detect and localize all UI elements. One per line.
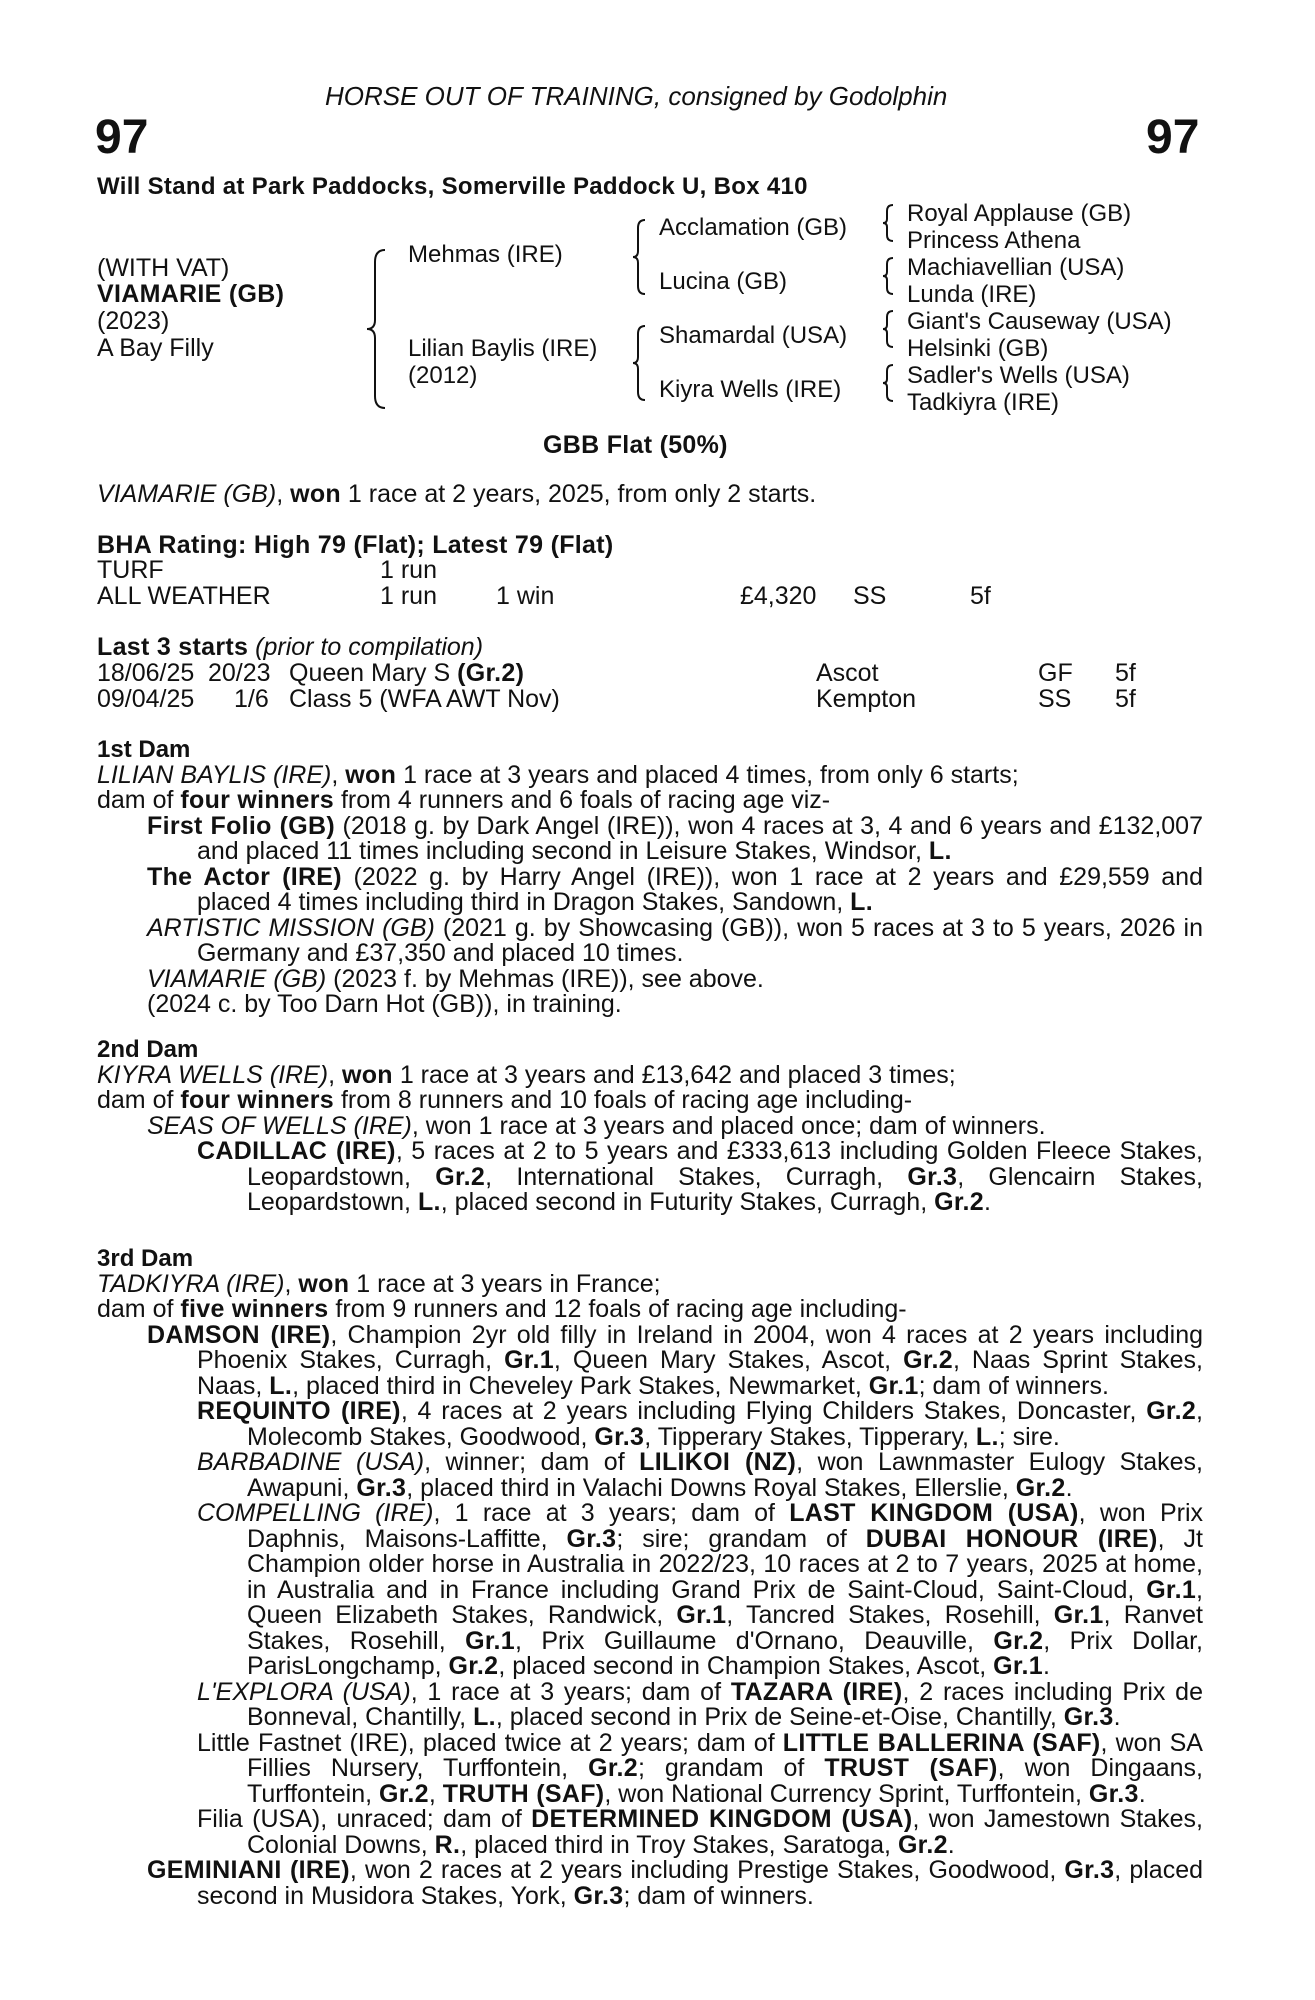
- start-distance: 5f: [1115, 685, 1136, 713]
- produce-entry: [97, 1501, 1203, 1680]
- produce-name: DETERMINED KINGDOM (USA): [531, 1805, 913, 1833]
- race-grade: Gr.2: [448, 1652, 499, 1680]
- race-grade: Gr.1: [504, 1346, 554, 1374]
- produce-entry: [97, 1450, 1203, 1501]
- produce-name: COMPELLING (IRE): [197, 1499, 434, 1527]
- start-date: 18/06/25: [97, 659, 195, 687]
- produce-entry: (2024 c. by Too Darn Hot (GB)), in training.: [147, 990, 622, 1018]
- produce-name: DAMSON (IRE): [147, 1320, 331, 1349]
- produce-record: , placed third in Troy Stakes, Saratoga,: [460, 1830, 898, 1859]
- produce-entry: [97, 1677, 1203, 1731]
- rating-prize-aw: £4,320: [740, 582, 817, 610]
- produce-record: ; grandam of: [637, 1754, 825, 1782]
- produce-record: , 5 races at 2 to 5 years and £333,613 including Golden Fleece Stakes, Leopardstown,: [247, 1137, 1203, 1191]
- summary-text: 1 race at 2 years, 2025, from only 2 starts.: [340, 480, 817, 508]
- race-grade: Gr.2: [993, 1626, 1044, 1655]
- produce-record: .: [1065, 1473, 1073, 1502]
- dam-record: 1 race at 3 years and placed 4 times, from only 6 starts;: [396, 760, 1019, 789]
- produce-summary: from 8 runners and 10 foals of racing age including-: [334, 1086, 913, 1114]
- produce-name: LAST KINGDOM (USA): [789, 1499, 1079, 1527]
- horse-name: VIAMARIE (GB): [97, 280, 285, 308]
- start-going: GF: [1038, 659, 1073, 687]
- start-position: 20/23: [208, 659, 271, 687]
- produce-record: (2018 g. by Dark Angel (IRE)), won 4 races at 3, 4 and 6 years and £132,007 and placed 11 times including second in Leisure Stakes, Windsor,: [197, 811, 1203, 865]
- race-grade: R.: [434, 1830, 461, 1859]
- produce-record: , placed second in Musidora Stakes, York,: [197, 1856, 1204, 1910]
- pedigree-brace-main: [365, 248, 387, 410]
- start-position: 1/6: [234, 685, 269, 713]
- produce-name: REQUINTO (IRE): [197, 1397, 401, 1425]
- produce-name: TRUTH (SAF): [442, 1779, 605, 1808]
- produce-record: (2022 g. by Harry Angel (IRE)), won 1 race at 2 years and £29,559 and placed 4 times including third in Dragon Stakes, Sandown,: [197, 862, 1203, 916]
- race-grade: L.: [928, 837, 952, 865]
- produce-record: , won Prix Daphnis, Maisons-Laffitte,: [247, 1499, 1203, 1553]
- race-grade: L.: [850, 888, 873, 916]
- rating-runs-turf: 1 run: [380, 556, 437, 584]
- produce-record: , Champion 2yr old filly in Ireland in 2004, won 4 races at 2 years including Phoenix Stakes, Curragh,: [197, 1320, 1204, 1374]
- produce-entry: [97, 1139, 1203, 1216]
- bha-rating: BHA Rating: High 79 (Flat); Latest 79 (Flat): [97, 531, 614, 559]
- produce-record: , Queen Mary Stakes, Ascot,: [553, 1346, 904, 1374]
- pedigree-dam: Lilian Baylis (IRE): [408, 335, 598, 362]
- pedigree-ddd: Tadkiyra (IRE): [907, 389, 1060, 416]
- race-grade: Gr.3: [1088, 1779, 1139, 1808]
- race-grade: Gr.1: [676, 1601, 727, 1629]
- produce-record: .: [1113, 1703, 1121, 1731]
- produce-summary: from 4 runners and 6 foals of racing age viz-: [334, 786, 831, 814]
- race-grade: Gr.3: [594, 1422, 645, 1451]
- second-dam-heading: 2nd Dam: [97, 1036, 199, 1063]
- third-dam-heading: 3rd Dam: [97, 1245, 194, 1272]
- race-grade: Gr.1: [868, 1371, 919, 1400]
- race-grade: Gr.1: [1053, 1601, 1104, 1629]
- produce-record: , winner; dam of: [424, 1448, 640, 1476]
- won-label: won: [341, 1060, 393, 1089]
- produce-record: , 1 race at 3 years; dam of: [433, 1499, 790, 1527]
- produce-name: First Folio (GB): [147, 811, 335, 840]
- race-grade: L.: [975, 1422, 999, 1451]
- dam-record: 1 race at 3 years in France;: [349, 1269, 661, 1298]
- produce-entry: [97, 964, 1203, 993]
- horse-year: (2023): [97, 307, 170, 335]
- start-course: Kempton: [816, 685, 917, 713]
- start-race: Class 5 (WFA AWT Nov): [289, 685, 560, 713]
- produce-entry: [97, 1858, 1203, 1909]
- pedigree-brace-ds: [881, 309, 895, 349]
- last-starts-title: Last 3 starts: [97, 633, 249, 661]
- produce-record: , placed second in Futurity Stakes, Curragh,: [440, 1188, 935, 1216]
- race-grade: Gr.3: [1063, 1703, 1114, 1731]
- pedigree-brace-ss: [881, 203, 895, 243]
- race-grade: L.: [269, 1371, 293, 1400]
- produce-name: CADILLAC (IRE): [197, 1137, 396, 1165]
- pedigree-dam-dam: Kiyra Wells (IRE): [659, 376, 842, 403]
- start-distance: 5f: [1115, 659, 1136, 687]
- winners-count: four winners: [180, 1086, 334, 1114]
- pedigree-dam-sire: Shamardal (USA): [659, 322, 848, 349]
- pedigree-sire: Mehmas (IRE): [408, 241, 563, 268]
- produce-intro: dam of: [97, 1086, 181, 1114]
- produce-record: , Tipperary Stakes, Tipperary,: [644, 1422, 976, 1451]
- produce-record: , Molecomb Stakes, Goodwood,: [247, 1397, 1203, 1451]
- race-grade: Gr.2: [379, 1779, 429, 1808]
- produce-record: ; sire.: [998, 1422, 1060, 1451]
- produce-record: ; sire; grandam of: [616, 1524, 866, 1553]
- produce-intro: dam of: [97, 1295, 181, 1323]
- produce-entry: [97, 1728, 1203, 1808]
- winners-count: five winners: [180, 1295, 329, 1323]
- vat-status: (WITH VAT): [97, 254, 230, 282]
- catalogue-header: HORSE OUT OF TRAINING, consigned by Godolphin: [325, 81, 948, 111]
- produce-name: GEMINIANI (IRE): [147, 1856, 350, 1884]
- rating-runs-aw: 1 run: [380, 582, 437, 610]
- race-grade: Gr.1: [465, 1626, 515, 1655]
- produce-record: ; dam of winners.: [623, 1881, 814, 1910]
- produce-record: , Prix Dollar, ParisLongchamp,: [247, 1626, 1203, 1680]
- produce-record: , Prix Guillaume d'Ornano, Deauville,: [514, 1626, 994, 1655]
- produce-record: , placed second in Prix de Seine-et-Oise, Chantilly,: [495, 1703, 1064, 1731]
- produce-entry: [97, 862, 1203, 916]
- produce-record: , Queen Elizabeth Stakes, Randwick,: [247, 1575, 1203, 1629]
- produce-record: , placed third in Valachi Downs Royal Stakes, Ellerslie,: [406, 1473, 1016, 1502]
- rating-surface-aw: ALL WEATHER: [97, 582, 271, 610]
- pedigree-brace-sd: [881, 256, 895, 296]
- stabling-location: Will Stand at Park Paddocks, Somerville Paddock U, Box 410: [97, 173, 808, 200]
- produce-record: , Jt Champion older horse in Australia in 2022/23, 10 races at 2 to 7 years, 2025 at home, in Australia and in France including Grand Prix de Saint-Cloud, Saint-Cloud,: [247, 1524, 1203, 1604]
- start-race-name: Queen Mary S: [289, 659, 458, 687]
- pedigree-sire-sire: Acclamation (GB): [659, 214, 848, 241]
- produce-record: .: [983, 1188, 991, 1216]
- pedigree-sss: Royal Applause (GB): [907, 200, 1132, 227]
- produce-record: Filia (USA), unraced; dam of: [197, 1805, 532, 1833]
- start-race: [289, 661, 524, 687]
- dam-name: KIYRA WELLS (IRE): [97, 1060, 329, 1089]
- pedigree-dss: Giant's Causeway (USA): [907, 308, 1172, 335]
- race-grade: Gr.2: [435, 1162, 486, 1191]
- produce-record: , Naas Sprint Stakes, Naas,: [197, 1346, 1203, 1400]
- produce-name: LITTLE BALLERINA (SAF): [782, 1728, 1101, 1757]
- won-label: won: [345, 760, 397, 789]
- produce-name: ARTISTIC MISSION (GB): [147, 913, 435, 942]
- race-grade: Gr.1: [1146, 1575, 1197, 1604]
- start-course: Ascot: [816, 659, 879, 687]
- race-grade: Gr.3: [356, 1473, 407, 1502]
- produce-name: SEAS OF WELLS (IRE): [147, 1111, 412, 1140]
- produce-record: ; dam of winners.: [918, 1371, 1109, 1400]
- produce-record: .: [947, 1830, 955, 1859]
- produce-entry: [97, 913, 1203, 967]
- race-grade: Gr.2: [588, 1754, 638, 1782]
- produce-name: The Actor (IRE): [147, 862, 342, 891]
- won-label: won: [298, 1269, 350, 1298]
- pedigree-dds: Sadler's Wells (USA): [907, 362, 1130, 389]
- race-grade: Gr.3: [1064, 1856, 1115, 1884]
- produce-intro: dam of: [97, 786, 181, 814]
- produce-name: TAZARA (IRE): [730, 1677, 903, 1706]
- race-grade: Gr.2: [934, 1188, 984, 1216]
- produce-record: .: [1042, 1652, 1050, 1680]
- race-grade: Gr.1: [993, 1652, 1043, 1680]
- produce-record: , won SA Fillies Nursery, Turffontein,: [247, 1728, 1203, 1782]
- race-grade: L.: [473, 1703, 496, 1731]
- produce-record: , won Dingaans, Turffontein,: [247, 1754, 1203, 1808]
- last-starts-heading: [97, 635, 483, 661]
- produce-entry: [97, 811, 1203, 865]
- produce-record: .: [1138, 1779, 1146, 1808]
- rating-surface-turf: TURF: [97, 556, 164, 584]
- race-grade: Gr.2: [1015, 1473, 1066, 1502]
- first-dam-section: 1st Dam LILIAN BAYLIS (IRE), won 1 race at 3 years and placed 4 times, from only 6 starts; dam of four winners from 4 runners and 6 foals of racing age viz- First Folio (GB) (2018 g. by Dark Angel (IRE)), won 4 races at 3, 4 and 6 years and £132,007 and placed 11 times including second in Leisure Stakes, Windsor, L. The Actor (IRE) (2022 g. by Harry Angel (IRE)), won 1 race at 2 years and £29,559 and placed 4 times including third in Dragon Stakes, Sandown, L. ARTISTIC MISSION (GB) (2021 g. by Showcasing (GB)), won 5 races at 3 to 5 years, 2026 in Germany and £37,350 and placed 10 times. VIAMARIE (GB) (2023 f. by Mehmas (IRE)), see above. (2024 c. by Too Darn Hot (GB)), in training.: [97, 736, 1203, 1018]
- lot-number-right: 97: [1146, 111, 1200, 164]
- start-going: SS: [1038, 685, 1072, 713]
- produce-record: , won 1 race at 3 years and placed once; dam of winners.: [411, 1111, 1046, 1140]
- race-grade: L.: [417, 1188, 441, 1216]
- produce-record: , placed second in Champion Stakes, Ascot,: [498, 1652, 994, 1680]
- produce-name: BARBADINE (USA): [197, 1448, 425, 1476]
- produce-record: , 1 race at 3 years; dam of: [410, 1677, 731, 1706]
- first-dam-heading: 1st Dam: [97, 736, 191, 763]
- pedigree-brace-sire: [631, 218, 647, 296]
- race-grade: Gr.2: [1146, 1397, 1197, 1425]
- summary-won: won: [290, 480, 341, 508]
- rating-wins-aw: 1 win: [496, 582, 555, 610]
- start-date: 09/04/25: [97, 685, 195, 713]
- pedigree-dam-year: (2012): [408, 362, 478, 389]
- produce-record: , placed third in Cheveley Park Stakes, Newmarket,: [292, 1371, 869, 1400]
- produce-record: , Tancred Stakes, Rosehill,: [726, 1601, 1054, 1629]
- second-dam-section: 2nd Dam KIYRA WELLS (IRE), won 1 race at 3 years and £13,642 and placed 3 times; dam of four winners from 8 runners and 10 foals of racing age including- SEAS OF WELLS (IRE), won 1 race at 3 years and placed once; dam of winners. CADILLAC (IRE), 5 races at 2 to 5 years and £333,613 including Golden Fleece Stakes, Leopardstown, Gr.2, International Stakes, Curragh, Gr.3, Glencairn Stakes, Leopardstown, L., placed second in Futurity Stakes, Curragh, Gr.2.: [97, 1036, 1204, 1216]
- last-starts-note: (prior to compilation): [255, 633, 484, 661]
- pedigree-brace-dd: [881, 363, 895, 403]
- produce-record: , Ranvet Stakes, Rosehill,: [247, 1601, 1204, 1655]
- rating-dist-aw: 5f: [970, 582, 991, 610]
- rating-going-aw: SS: [853, 582, 887, 610]
- produce-entry: [97, 1111, 1203, 1140]
- race-grade: Gr.3: [907, 1162, 958, 1191]
- winners-count: four winners: [180, 786, 334, 814]
- third-dam-section: 3rd Dam TADKIYRA (IRE), won 1 race at 3 years in France; dam of five winners from 9 runners and 12 foals of racing age including- DAMSON (IRE), Champion 2yr old filly in Ireland in 2004, won 4 races at 2 years including Phoenix Stakes, Curragh, Gr.1, Queen Mary Stakes, Ascot, Gr.2, Naas Sprint Stakes, Naas, L., placed third in Cheveley Park Stakes, Newmarket, Gr.1; dam of winners. REQUINTO (IRE), 4 races at 2 years including Flying Childers Stakes, Doncaster, Gr.2, Molecomb Stakes, Goodwood, Gr.3, Tipperary Stakes, Tipperary, L.; sire. BARBADINE (USA), winner; dam of LILIKOI (NZ), won Lawnmaster Eulogy Stakes, Awapuni, Gr.3, placed third in Valachi Downs Royal Stakes, Ellerslie, Gr.2. COMPELLING (IRE), 1 race at 3 years; dam of LAST KINGDOM (USA), won Prix Daphnis, Maisons-Laffitte, Gr.3; sire; grandam of DUBAI HONOUR (IRE), Jt Champion older horse in Australia in 2022/23, 10 races at 2 to 7 years, 2025 at home, in Australia and in France including Grand Prix de Saint-Cloud, Saint-Cloud, Gr.1, Queen Elizabeth Stakes, Randwick, Gr.1, Tancred Stakes, Rosehill, Gr.1, Ranvet Stakes, Rosehill, Gr.1, Prix Guillaume d'Ornano, Deauville, Gr.2, Prix Dollar, ParisLongchamp, Gr.2, placed second in Champion Stakes, Ascot, Gr.1. L'EXPLORA (USA), 1 race at 3 years; dam of TAZARA (IRE), 2 races including Prix de Bonneval, Chantilly, L., placed second in Prix de Seine-et-Oise, Chantilly, Gr.3. Little Fastnet (IRE), placed twice at 2 years; dam of LITTLE BALLERINA (SAF), won SA Fillies Nursery, Turffontein, Gr.2; grandam of TRUST (SAF), won Dingaans, Turffontein, Gr.2, TRUTH (SAF), won National Currency Sprint, Turffontein, Gr.3. Filia (USA), unraced; dam of DETERMINED KINGDOM (USA), won Jamestown Stakes, Colonial Downs, R., placed third in Troy Stakes, Saratoga, Gr.2. GEMINIANI (IRE), won 2 races at 2 years including Prestige Stakes, Goodwood, Gr.3, placed second in Musidora Stakes, York, Gr.3; dam of winners.: [97, 1245, 1204, 1910]
- produce-record: , International Stakes, Curragh,: [485, 1162, 908, 1191]
- dam-name: TADKIYRA (IRE): [97, 1269, 285, 1298]
- produce-entry: [97, 1320, 1204, 1400]
- dam-name: LILIAN BAYLIS (IRE): [97, 760, 332, 789]
- pedigree-sds: Machiavellian (USA): [907, 254, 1125, 281]
- summary-horse-name: VIAMARIE (GB): [97, 480, 277, 508]
- start-race-grade: (Gr.2): [457, 659, 525, 687]
- produce-record: , won National Currency Sprint, Turffontein,: [604, 1779, 1089, 1808]
- horse-description: A Bay Filly: [97, 334, 214, 362]
- produce-entry: [97, 1807, 1203, 1858]
- produce-record: (2023 f. by Mehmas (IRE)), see above.: [326, 964, 764, 993]
- produce-record: Little Fastnet (IRE), placed twice at 2 years; dam of: [197, 1728, 783, 1757]
- lot-number-left: 97: [95, 111, 149, 164]
- pedigree-ssd: Princess Athena: [907, 227, 1081, 254]
- produce-record: , 2 races including Prix de Bonneval, Chantilly,: [247, 1677, 1203, 1731]
- produce-entry: [97, 1399, 1203, 1450]
- pedigree-sdd: Lunda (IRE): [907, 281, 1037, 308]
- produce-name: LILIKOI (NZ): [639, 1448, 797, 1476]
- dam-record: 1 race at 3 years and £13,642 and placed 3 times;: [392, 1060, 956, 1089]
- pedigree-dsd: Helsinki (GB): [907, 335, 1049, 362]
- gbb-flat-label: GBB Flat (50%): [543, 431, 728, 459]
- produce-record: , Glencairn Stakes, Leopardstown,: [247, 1162, 1204, 1216]
- produce-record: ,: [428, 1779, 443, 1808]
- produce-name: DUBAI HONOUR (IRE): [865, 1524, 1158, 1553]
- race-grade: Gr.2: [903, 1346, 953, 1374]
- produce-name: VIAMARIE (GB): [147, 964, 327, 993]
- race-grade: Gr.2: [897, 1830, 948, 1859]
- produce-record: (2021 g. by Showcasing (GB)), won 5 races at 3 to 5 years, 2026 in Germany and £37,350 and placed 10 times.: [197, 913, 1203, 967]
- produce-name: L'EXPLORA (USA): [197, 1677, 411, 1706]
- produce-record: , won Jamestown Stakes, Colonial Downs,: [247, 1805, 1203, 1859]
- race-grade: Gr.3: [566, 1524, 617, 1553]
- pedigree-brace-dam: [631, 324, 647, 402]
- produce-summary: from 9 runners and 12 foals of racing age including-: [328, 1295, 907, 1323]
- race-grade: Gr.3: [573, 1881, 624, 1910]
- produce-record: , won Lawnmaster Eulogy Stakes, Awapuni,: [247, 1448, 1204, 1502]
- race-summary: VIAMARIE (GB), won 1 race at 2 years, 2025, from only 2 starts.: [97, 480, 817, 508]
- produce-record: , won 2 races at 2 years including Prestige Stakes, Goodwood,: [349, 1856, 1065, 1884]
- pedigree-sire-dam: Lucina (GB): [659, 268, 788, 295]
- produce-record: , 4 races at 2 years including Flying Childers Stakes, Doncaster,: [400, 1397, 1147, 1425]
- produce-name: TRUST (SAF): [824, 1754, 998, 1782]
